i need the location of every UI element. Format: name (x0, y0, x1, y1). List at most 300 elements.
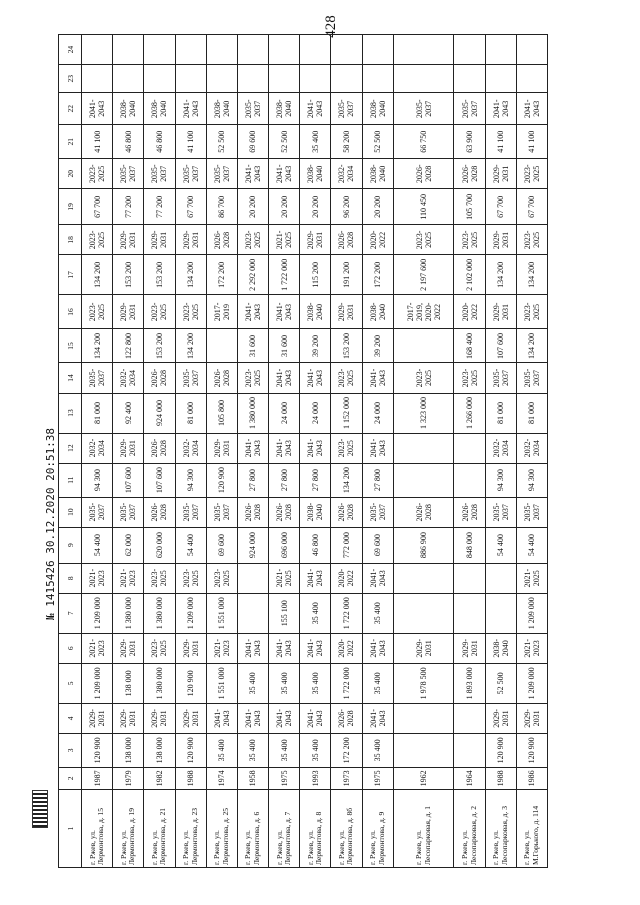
table-cell: 2029-2031 (454, 633, 485, 663)
table-cell: 2029-2031 (206, 433, 237, 463)
address-cell: г. Ржев, ул. М.Горького, д. 114 (516, 789, 547, 867)
table-cell (516, 35, 547, 65)
table-cell: 39 200 (362, 329, 393, 363)
table-cell: 138 000 (144, 733, 175, 767)
table-cell: 67 700 (485, 189, 516, 225)
table-cell: 1 209 000 (516, 663, 547, 703)
table-cell: 2023-2025 (175, 563, 206, 593)
table-cell (300, 35, 331, 65)
table-cell: 69 600 (362, 527, 393, 563)
table-cell (269, 35, 300, 65)
table-cell: 67 700 (82, 189, 113, 225)
table-cell (206, 65, 237, 93)
table-cell: 120 900 (82, 733, 113, 767)
table-cell: 35 400 (300, 663, 331, 703)
column-header: 24 (59, 35, 82, 65)
table-cell: 1 722 000 (331, 663, 362, 703)
table-cell: 66 750 (393, 125, 454, 159)
table-cell: 54 400 (175, 527, 206, 563)
column-header: 11 (59, 463, 82, 497)
table-cell: 2020-2022 (331, 633, 362, 663)
table-cell (331, 35, 362, 65)
table-cell: 2035-2037 (237, 93, 268, 125)
table-cell: 2038-2040 (206, 93, 237, 125)
table-cell (393, 65, 454, 93)
column-header: 7 (59, 593, 82, 633)
table-cell: 2029-2031 (113, 433, 144, 463)
table-cell: 1 380 000 (144, 593, 175, 633)
table-cell: 54 400 (485, 527, 516, 563)
table-cell: 2041-2043 (362, 703, 393, 733)
table-cell (175, 35, 206, 65)
table-cell: 105 700 (454, 189, 485, 225)
header-row (59, 35, 82, 868)
column-header: 1 (59, 789, 82, 867)
table-cell: 2029-2031 (175, 633, 206, 663)
table-cell: 2041-2043 (237, 633, 268, 663)
table-cell: 2029-2031 (175, 225, 206, 255)
table-cell (144, 35, 175, 65)
table-cell (237, 563, 268, 593)
table-cell: 2 197 600 (393, 255, 454, 295)
table-cell: 2026-2028 (454, 159, 485, 189)
table-cell: 2041-2043 (362, 363, 393, 393)
table-cell: 120 900 (175, 733, 206, 767)
table-cell: 191 200 (331, 255, 362, 295)
table-cell: 81 000 (175, 393, 206, 433)
table-cell (485, 35, 516, 65)
table-cell (206, 35, 237, 65)
table-cell: 1982 (144, 767, 175, 789)
table-cell: 1 152 000 (331, 393, 362, 433)
table-cell: 2035-2037 (454, 93, 485, 125)
table-row (331, 35, 362, 868)
table-cell: 52 500 (269, 125, 300, 159)
table-cell: 2029-2031 (485, 703, 516, 733)
table-cell: 2035-2037 (485, 363, 516, 393)
table-cell: 1 380 000 (237, 393, 268, 433)
address-cell: г. Ржев, ул. Лермонтова, д. 23 (175, 789, 206, 867)
table-cell: 2021-2023 (516, 633, 547, 663)
table-cell: 2023-2025 (331, 433, 362, 463)
table-cell: 24 000 (300, 393, 331, 433)
table-cell: 2041-2043 (237, 159, 268, 189)
table-cell: 2032-2034 (516, 433, 547, 463)
table-cell: 1 893 000 (454, 663, 485, 703)
table-cell: 1 722 000 (331, 593, 362, 633)
column-header: 19 (59, 189, 82, 225)
table-cell: 2041-2043 (269, 159, 300, 189)
address-cell: г. Ржев, ул. Лермонтова, д. 8 (300, 789, 331, 867)
table-cell: 77 200 (113, 189, 144, 225)
table-cell: 2026-2028 (144, 363, 175, 393)
column-header: 14 (59, 363, 82, 393)
table-cell: 41 100 (516, 125, 547, 159)
table-cell: 2017-2019, 2020-2022 (393, 295, 454, 329)
column-header: 13 (59, 393, 82, 433)
table-cell: 2026-2028 (237, 497, 268, 527)
table-cell (393, 733, 454, 767)
table-cell (269, 65, 300, 93)
table-cell: 41 100 (82, 125, 113, 159)
table-cell: 24 000 (269, 393, 300, 433)
table-cell: 2026-2028 (331, 225, 362, 255)
table-cell: 63 900 (454, 125, 485, 159)
column-header: 18 (59, 225, 82, 255)
table-cell: 2023-2025 (144, 633, 175, 663)
table-row (175, 35, 206, 868)
table-cell (485, 65, 516, 93)
table-cell: 1 209 000 (82, 663, 113, 703)
table-cell: 2032-2034 (82, 433, 113, 463)
table-cell: 2041-2043 (300, 93, 331, 125)
table-cell (485, 593, 516, 633)
table-cell: 2023-2025 (206, 563, 237, 593)
table-cell: 172 200 (331, 733, 362, 767)
table-cell: 2035-2037 (516, 497, 547, 527)
table-cell (237, 35, 268, 65)
table-cell: 2023-2025 (237, 363, 268, 393)
table-cell: 772 000 (331, 527, 362, 563)
table-cell: 2041-2043 (300, 433, 331, 463)
table-cell: 2041-2043 (362, 633, 393, 663)
table-cell: 134 200 (485, 255, 516, 295)
table-cell: 2038-2040 (269, 93, 300, 125)
table-cell: 1987 (82, 767, 113, 789)
table-cell: 2038-2040 (300, 497, 331, 527)
table-cell: 2026-2028 (144, 497, 175, 527)
column-header: 3 (59, 733, 82, 767)
table-cell: 1974 (206, 767, 237, 789)
table-cell (393, 703, 454, 733)
table-cell: 138 000 (113, 733, 144, 767)
table-cell: 2035-2037 (206, 159, 237, 189)
table-cell: 134 200 (331, 463, 362, 497)
table-cell: 81 000 (485, 393, 516, 433)
table-cell: 2026-2028 (454, 497, 485, 527)
table-cell: 2029-2031 (144, 225, 175, 255)
table-cell: 2038-2040 (362, 159, 393, 189)
table-cell: 35 400 (269, 733, 300, 767)
table-cell (237, 65, 268, 93)
table-cell: 115 200 (300, 255, 331, 295)
table-cell: 1975 (269, 767, 300, 789)
table-cell (485, 563, 516, 593)
table-row (237, 35, 268, 868)
table-cell: 52 500 (206, 125, 237, 159)
table-cell: 2026-2028 (331, 703, 362, 733)
table-cell: 2035-2037 (362, 497, 393, 527)
table-row (82, 35, 113, 868)
table-cell (393, 463, 454, 497)
table-cell: 2038-2040 (300, 295, 331, 329)
table-cell: 134 200 (175, 255, 206, 295)
table-cell: 1975 (362, 767, 393, 789)
table-row (516, 35, 547, 868)
stamp-text: № 1415426 30.12.2020 20:51:38 (44, 427, 57, 620)
table-cell: 54 400 (82, 527, 113, 563)
address-cell: г. Ржев, ул. Лермонтова, д. 21 (144, 789, 175, 867)
table-cell (331, 65, 362, 93)
table-cell: 2023-2025 (516, 225, 547, 255)
table-cell: 2020-2022 (362, 225, 393, 255)
table-cell (454, 703, 485, 733)
table-cell: 2035-2037 (144, 159, 175, 189)
table-cell: 2041-2043 (485, 93, 516, 125)
column-header: 15 (59, 329, 82, 363)
table-cell: 20 200 (362, 189, 393, 225)
table-cell: 2029-2031 (485, 159, 516, 189)
table-cell: 2021-2025 (269, 225, 300, 255)
table-cell: 35 400 (300, 593, 331, 633)
table-cell: 2041-2043 (362, 433, 393, 463)
table-row (144, 35, 175, 868)
table-cell: 1993 (300, 767, 331, 789)
table-cell: 58 200 (331, 125, 362, 159)
table-cell: 2023-2025 (516, 295, 547, 329)
table-cell (82, 35, 113, 65)
table-cell: 1 978 500 (393, 663, 454, 703)
table-cell: 35 400 (237, 663, 268, 703)
table-cell: 2023-2025 (82, 295, 113, 329)
table-cell: 172 200 (206, 255, 237, 295)
table-cell: 2035-2037 (485, 497, 516, 527)
table-cell: 2029-2031 (485, 295, 516, 329)
table-cell: 2041-2043 (237, 433, 268, 463)
table-cell (454, 35, 485, 65)
table-cell: 1 266 000 (454, 393, 485, 433)
table-cell: 39 200 (300, 329, 331, 363)
table-cell (454, 593, 485, 633)
table-cell (362, 35, 393, 65)
table-cell: 35 400 (362, 733, 393, 767)
table-cell: 107 600 (113, 463, 144, 497)
table-cell: 2041-2043 (300, 703, 331, 733)
table-cell: 31 600 (237, 329, 268, 363)
table-cell: 20 200 (269, 189, 300, 225)
table-cell: 52 500 (485, 663, 516, 703)
column-header: 12 (59, 433, 82, 463)
table-cell: 2035-2037 (82, 363, 113, 393)
table-cell: 2041-2043 (516, 93, 547, 125)
table-cell: 2023-2025 (144, 563, 175, 593)
table-cell: 92 400 (113, 393, 144, 433)
table-cell: 35 400 (300, 733, 331, 767)
table-cell: 69 600 (206, 527, 237, 563)
table-cell (454, 733, 485, 767)
table-cell: 2023-2025 (454, 225, 485, 255)
table-cell: 2029-2031 (113, 295, 144, 329)
table-cell: 2041-2043 (175, 93, 206, 125)
table-cell (454, 65, 485, 93)
table-cell: 2035-2037 (175, 497, 206, 527)
table-cell (300, 65, 331, 93)
table-cell: 2026-2028 (144, 433, 175, 463)
table-cell: 2023-2025 (331, 363, 362, 393)
page-number: 428 (322, 15, 339, 38)
table-cell: 1 209 000 (175, 593, 206, 633)
column-header: 21 (59, 125, 82, 159)
table-cell: 138 000 (113, 663, 144, 703)
table-cell (454, 463, 485, 497)
table-cell: 2032-2034 (331, 159, 362, 189)
address-cell: г. Ржев, ул. Лермонтова, д. 19 (113, 789, 144, 867)
table-cell: 2041-2043 (269, 433, 300, 463)
table-cell: 2026-2028 (393, 497, 454, 527)
column-header: 9 (59, 527, 82, 563)
table-cell: 153 200 (144, 329, 175, 363)
table-cell: 54 400 (516, 527, 547, 563)
table-cell: 27 800 (300, 463, 331, 497)
address-cell: г. Ржев, ул. Лермонтова, д. 25 (206, 789, 237, 867)
repair-schedule-table (58, 34, 548, 868)
table-cell: 924 000 (144, 393, 175, 433)
table-cell: 2041-2043 (269, 703, 300, 733)
table-cell: 2026-2028 (331, 497, 362, 527)
table-cell: 1979 (113, 767, 144, 789)
table-cell: 2032-2034 (175, 433, 206, 463)
table-cell: 2029-2031 (144, 703, 175, 733)
table-cell: 2041-2043 (206, 703, 237, 733)
table-cell: 2035-2037 (331, 93, 362, 125)
table-cell: 41 100 (175, 125, 206, 159)
table-cell: 848 000 (454, 527, 485, 563)
table-cell: 2029-2031 (175, 703, 206, 733)
table-cell: 2038-2040 (485, 633, 516, 663)
table-cell: 134 200 (82, 329, 113, 363)
table-row (485, 35, 516, 868)
table-cell: 1 551 000 (206, 663, 237, 703)
column-header: 8 (59, 563, 82, 593)
table-cell: 2026-2028 (206, 363, 237, 393)
address-cell: г. Ржев, ул. Лермонтова, д. 7 (269, 789, 300, 867)
table-cell: 35 400 (362, 663, 393, 703)
column-header: 20 (59, 159, 82, 189)
table-cell (362, 65, 393, 93)
table-cell: 46 800 (113, 125, 144, 159)
table-cell: 110 450 (393, 189, 454, 225)
table-cell: 134 200 (516, 255, 547, 295)
table-cell: 168 400 (454, 329, 485, 363)
table-cell: 2029-2031 (113, 703, 144, 733)
table-cell: 2029-2031 (113, 225, 144, 255)
table-cell: 2029-2031 (113, 633, 144, 663)
table-cell: 107 600 (485, 329, 516, 363)
table-cell: 2 102 000 (454, 255, 485, 295)
table-cell: 1958 (237, 767, 268, 789)
table-row (393, 35, 454, 868)
table-cell: 2041-2043 (237, 295, 268, 329)
table-cell: 27 800 (269, 463, 300, 497)
table-cell: 2035-2037 (175, 363, 206, 393)
table-cell: 2023-2025 (237, 225, 268, 255)
table-cell: 2023-2025 (82, 159, 113, 189)
table-cell: 2 292 000 (237, 255, 268, 295)
address-cell: г. Ржев, ул. Лесопарковая, д. 3 (485, 789, 516, 867)
table-cell: 2020-2022 (454, 295, 485, 329)
table-cell: 153 200 (331, 329, 362, 363)
table-cell: 96 200 (331, 189, 362, 225)
table-cell: 67 700 (175, 189, 206, 225)
table-cell: 2021-2023 (82, 563, 113, 593)
table-cell: 134 200 (516, 329, 547, 363)
table-cell: 2017-2019 (206, 295, 237, 329)
table-cell: 2026-2028 (393, 159, 454, 189)
table-cell: 2041-2043 (300, 363, 331, 393)
table-cell: 2038-2040 (144, 93, 175, 125)
table-cell: 2021-2023 (82, 633, 113, 663)
table-cell: 46 800 (300, 527, 331, 563)
table-cell: 2041-2043 (82, 93, 113, 125)
table-cell: 2041-2043 (269, 363, 300, 393)
table-cell (516, 65, 547, 93)
table-cell (393, 563, 454, 593)
table-cell: 2023-2025 (393, 363, 454, 393)
table-cell: 27 800 (237, 463, 268, 497)
table-cell: 2023-2025 (175, 295, 206, 329)
table-cell: 620 000 (144, 527, 175, 563)
column-header: 2 (59, 767, 82, 789)
column-header: 5 (59, 663, 82, 703)
table-cell: 1986 (516, 767, 547, 789)
table-cell: 46 800 (144, 125, 175, 159)
table-cell: 2035-2037 (113, 159, 144, 189)
table-cell: 41 100 (485, 125, 516, 159)
table-cell: 62 000 (113, 527, 144, 563)
table-cell: 81 000 (82, 393, 113, 433)
table-cell: 122 800 (113, 329, 144, 363)
table-cell: 1 323 000 (393, 393, 454, 433)
table-row (206, 35, 237, 868)
table-cell: 2032-2034 (485, 433, 516, 463)
table-cell: 134 200 (175, 329, 206, 363)
table-cell: 696 000 (269, 527, 300, 563)
table-cell: 1 551 000 (206, 593, 237, 633)
table-cell: 2041-2043 (269, 295, 300, 329)
table-cell (393, 433, 454, 463)
table-cell: 2035-2037 (516, 363, 547, 393)
table-cell: 20 200 (300, 189, 331, 225)
table-cell (175, 65, 206, 93)
table-cell (393, 35, 454, 65)
table-cell: 35 400 (269, 663, 300, 703)
table-cell (144, 65, 175, 93)
table-cell: 2029-2031 (82, 703, 113, 733)
table-cell: 2041-2043 (362, 563, 393, 593)
table-cell: 2029-2031 (516, 703, 547, 733)
table-cell: 69 600 (237, 125, 268, 159)
table-cell: 1962 (393, 767, 454, 789)
table-cell: 2023-2025 (82, 225, 113, 255)
table-cell: 886 900 (393, 527, 454, 563)
table-cell: 2038-2040 (362, 295, 393, 329)
table-cell: 2029-2031 (300, 225, 331, 255)
rotated-table-container (58, 34, 548, 868)
table-cell: 120 900 (175, 663, 206, 703)
table-cell: 1 380 000 (113, 593, 144, 633)
table-cell: 155 100 (269, 593, 300, 633)
barcode-icon (32, 790, 48, 828)
table-cell: 2038-2040 (300, 159, 331, 189)
table-cell: 153 200 (113, 255, 144, 295)
table-cell: 2023-2025 (516, 159, 547, 189)
table-cell: 2021-2025 (516, 563, 547, 593)
table-cell: 134 200 (82, 255, 113, 295)
table-cell: 2035-2037 (113, 497, 144, 527)
table-cell: 2023-2025 (144, 295, 175, 329)
table-cell: 2023-2025 (393, 225, 454, 255)
table-cell: 20 200 (237, 189, 268, 225)
